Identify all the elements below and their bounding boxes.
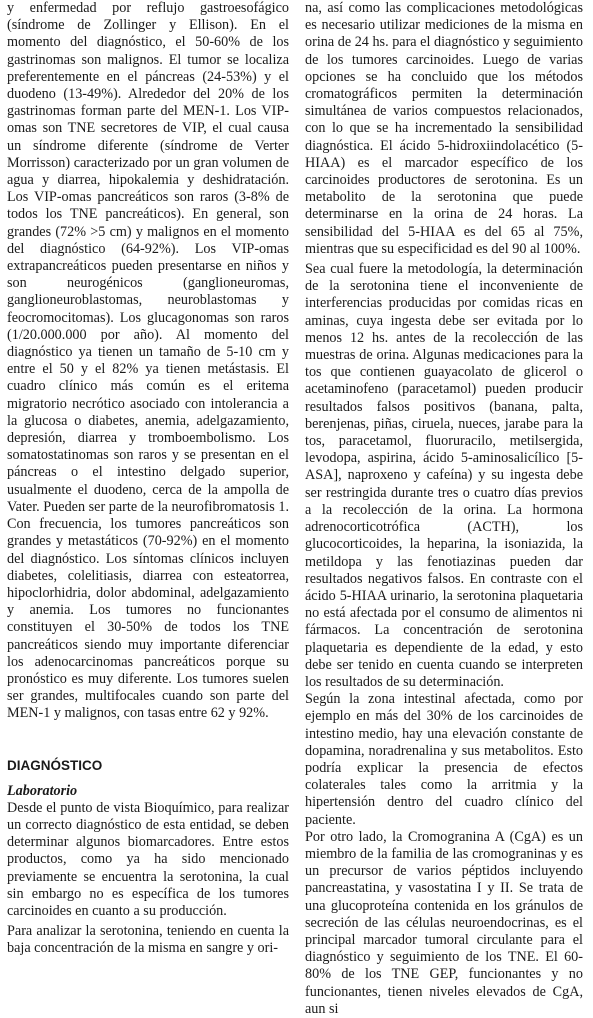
subsection-heading: Laboratorio: [7, 782, 78, 799]
left-column: [7, 0, 289, 957]
body-paragraph: Por otro lado, la Cromogranina A (CgA) es un miembro de la familia de las cromograninas y es un precursor de varios péptidos incluyendo pancreastatina, y vasostatina I y II. Se trata de una glucoproteína contenida en los gránulos de secreción de las células neuroendocrinas, es el principal marcador tumoral circulante para el diagnóstico y seguimiento de los TNE. El 60-80% de los TNE GEP, funcionantes y no funcionantes, tienen niveles elevados de CgA, aun si: [305, 828, 583, 1017]
section-heading: DIAGNÓSTICO: [7, 757, 103, 773]
body-paragraph: y enfermedad por reflujo gastroesofágico (síndrome de Zollinger y Ellison). En el momento del diagnóstico, el 50-60% de los gastrinomas son malignos. El tumor se localiza preferentemente en el páncreas (24-53%) y el duodeno (13-49%). Alrededor del 20% de los gastrinomas forman parte del MEN-1. Los VIP-omas son TNE secretores de VIP, el cual causa un síndrome diferente (síndrome de Verter Morrisson) caracterizado por un gran volumen de agua y diarrea, hipokalemia y deshidratación. Los VIP-omas pancreáticos son raros (3-8% de todos los TNE pancreáticos). En general, son grandes (72% >5 cm) y malignos en el momento del diagnóstico (64-92%). Los VIP-omas extrapancreáticos pueden presentarse en niños y son neurogénicos (ganglioneuromas, ganglioneuroblastomas, neuroblastomas y feocromocitomas). Los glucagonomas son raros (1/20.000.000 por año). Al momento del diagnóstico ya tienen un tamaño de 5-10 cm y entre el 50 y el 82% ya tienen metástasis. El cuadro clínico más común es el eritema migratorio necrótico asociado con intolerancia a la glucosa o diabetes, anemia, adelgazamiento, depresión, diarrea y tromboembolismo. Los somatostatinomas son raros y se presentan en el páncreas o el intestino delgado superior, usualmente el duodeno, cerca de la ampolla de Vater. Pueden ser parte de la neurofibromatosis 1. Con frecuencia, los tumores pancreáticos son grandes y metastáticos (70-92%) en el momento del diagnóstico. Los síntomas clínicos incluyen diabetes, colelitiasis, diarrea con esteatorrea, hipoclorhidria, dolor abdominal, adelgazamiento y anemia. Los tumores no funcionantes constituyen el 30-50% de todos los TNE pancreáticos siendo muy importante diferenciar los adenocarcinomas pancreáticos porque su pronóstico es muy diferente. Los tumores suelen ser grandes, multifocales cuando son parte del MEN-1 y malignos, con tasas entre 62 y 92%.: [7, 0, 289, 722]
body-paragraph: Para analizar la serotonina, teniendo en cuenta la baja concentración de la misma en sangre y ori-: [7, 923, 289, 957]
body-paragraph: Según la zona intestinal afectada, como por ejemplo en más del 30% de los carcinoides de intestino medio, hay una elevación constante de dopamina, noradrenalina y sus metabolitos. Esto podría explicar la presencia de efectos colaterales tales como la arritmia y la hipertensión dentro del cuadro clínico del paciente.: [305, 691, 583, 828]
body-paragraph: Sea cual fuere la metodología, la determinación de la serotonina tiene el inconveniente de interferencias producidas por comidas ricas en aminas, cuya ingesta debe ser evitada por lo menos 12 hs. antes de la recolección de las muestras de orina. Algunas medicaciones para la tos que contienen guayacolato de glicerol o acetaminofeno (paracetamol) pueden producir resultados falsos positivos (banana, palta, berenjenas, piñas, ciruela, nueces, jarabe para la tos, paracetamol, fluoruracilo, metilsergida, levodopa, aspirina, ácido 5-aminosalicílico [5-ASA], naproxeno y cafeína) y su ingesta debe ser restringida durante tres o cuatro días previos a la recolección de la orina. La hormona adrenocorticotrófica (ACTH), los glucocorticoides, la heparina, la isoniazida, la metildopa y las fenotiazinas pueden dar resultados negativos falsos. En contraste con el ácido 5-HIAA urinario, la serotonina plaquetaria no está afectada por el consumo de alimentos ni fármacos. La concentración de serotonina plaquetaria es dependiente de la edad, y esto debe ser tenido en cuenta cuando se interpreten los resultados de su determinación.: [305, 261, 583, 690]
right-column: [305, 0, 583, 1017]
body-paragraph: Desde el punto de vista Bioquímico, para realizar un correcto diagnóstico de esta entidad, se deben determinar algunos biomarcadores. Entre estos productos, como ya ha sido mencionado previamente se encuentra la serotonina, la cual sin embargo no es específica de los tumores carcinoides en cuanto a su producción.: [7, 799, 289, 919]
body-paragraph: na, así como las complicaciones metodológicas es necesario utilizar mediciones de la misma en orina de 24 hs. para el diagnóstico y seguimiento de los tumores carcinoides. Luego de varias opciones se ha concluido que los métodos cromatográficos permiten la determinación simultánea de varios compuestos relacionados, con lo que se ha incrementado la sensibilidad diagnóstica. El ácido 5-hidroxiindolacético (5-HIAA) es el marcador específico de los carcinoides productores de serotonina. Es un metabolito de la serotonina que puede determinarse en la orina de 24 horas. La sensibilidad del 5-HIAA es del 65 al 75%, mientras que su especificidad es del 90 al 100%.: [305, 0, 583, 257]
